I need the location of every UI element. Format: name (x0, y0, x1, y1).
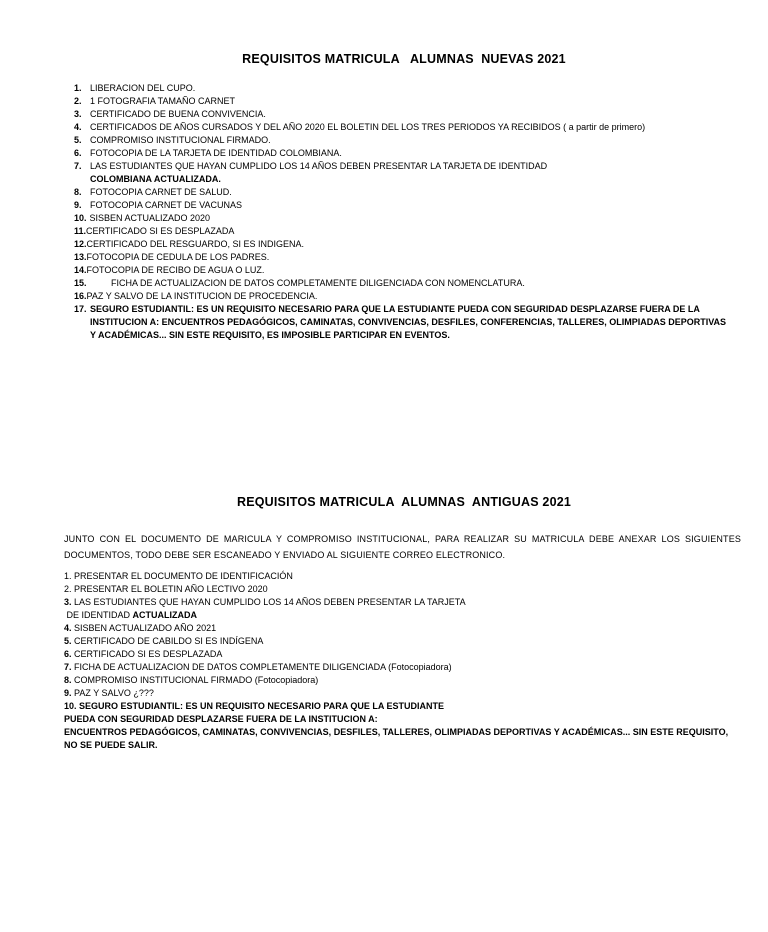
list-item: 1. PRESENTAR EL DOCUMENTO DE IDENTIFICACIÓN (64, 571, 293, 581)
list-item: 2. 1 FOTOGRAFIA TAMAÑO CARNET (74, 96, 236, 106)
list-item: 12. CERTIFICADO DEL RESGUARDO, SI ES INDIGENA. (74, 239, 305, 249)
list-item-continuation: PUEDA CON SEGURIDAD DESPLAZARSE FUERA DE LA INSTITUCION A: (64, 714, 378, 724)
list-item: 5. CERTIFICADO DE CABILDO SI ES INDÍGENA (64, 636, 264, 646)
list-item: 8. COMPROMISO INSTITUCIONAL FIRMADO (Fotocopiadora) (64, 675, 319, 685)
list-item: 7. FICHA DE ACTUALIZACION DE DATOS COMPLETAMENTE DILIGENCIADA (Fotocopiadora) (64, 662, 452, 672)
list-item: 15. FICHA DE ACTUALIZACION DE DATOS COMPLETAMENTE DILIGENCIADA CON NOMENCLATURA. (74, 278, 525, 288)
list-item: 3. CERTIFICADO DE BUENA CONVIVENCIA. (74, 109, 266, 119)
list-item: 11. CERTIFICADO SI ES DESPLAZADA (74, 226, 235, 236)
list-item: 9. FOTOCOPIA CARNET DE VACUNAS (74, 200, 243, 210)
list-item: 13. FOTOCOPIA DE CEDULA DE LOS PADRES. (74, 252, 270, 262)
section2-title: REQUISITOS MATRICULA ALUMNAS ANTIGUAS 2021 (236, 495, 572, 509)
section2-intro: JUNTO CON EL DOCUMENTO DE MARICULA Y COMPROMISO INSTITUCIONAL, PARA REALIZAR SU MATRICULA DEBE ANEXAR LOS SIGUIENTES DOCUMENTOS, TODO DEBE SER ESCANEADO Y ENVIADO AL SIGUIENTE CORREO ELECTRONICO. (64, 534, 741, 560)
list-item-continuation: COLOMBIANA ACTUALIZADA. (90, 174, 221, 184)
section1-list (74, 82, 734, 342)
list-item: 9. PAZ Y SALVO ¿??? (64, 688, 154, 698)
list-item: 5. COMPROMISO INSTITUCIONAL FIRMADO. (74, 135, 271, 145)
list-item: 2. PRESENTAR EL BOLETIN AÑO LECTIVO 2020 (64, 584, 268, 594)
list-item: 6. CERTIFICADO SI ES DESPLAZADA (64, 649, 223, 659)
list-item: 4. SISBEN ACTUALIZADO AÑO 2021 (64, 623, 217, 633)
list-item-continuation: ENCUENTROS PEDAGÓGICOS, CAMINATAS, CONVIVENCIAS, DESFILES, TALLERES, OLIMPIADAS DEPORTIVAS Y ACADÉMICAS... SIN ESTE REQUISITO, NO SE PUEDE SALIR. (64, 727, 729, 750)
section2-list (64, 570, 744, 752)
list-item: 10. SISBEN ACTUALIZADO 2020 (74, 213, 211, 223)
list-item: 3. LAS ESTUDIANTES QUE HAYAN CUMPLIDO LOS 14 AÑOS DEBEN PRESENTAR LA TARJETA (64, 597, 466, 607)
list-item: 1. LIBERACION DEL CUPO. (74, 83, 196, 93)
list-item: 7. LAS ESTUDIANTES QUE HAYAN CUMPLIDO LOS 14 AÑOS DEBEN PRESENTAR LA TARJETA DE IDENTIDAD (74, 161, 548, 171)
list-item: DE IDENTIDAD ACTUALIZADA (64, 610, 198, 620)
list-item: 17. SEGURO ESTUDIANTIL: ES UN REQUISITO NECESARIO PARA QUE LA ESTUDIANTE PUEDA CON SEGURIDAD DESPLAZARSE FUERA DE LA INSTITUCION A: ENCUENTROS PEDAGÓGICOS, CAMINATAS, CONVIVENCIAS, DESFILES, CONFERENCIAS, TALLERES, OLIMPIADAS DEPORTIVAS Y ACADÉMICAS... SIN ESTE REQUISITO, ES IMPOSIBLE PARTICIPAR EN EVENTOS. (74, 304, 727, 340)
list-item: 14. FOTOCOPIA DE RECIBO DE AGUA O LUZ. (74, 265, 265, 275)
section1-title: REQUISITOS MATRICULA ALUMNAS NUEVAS 2021 (242, 52, 566, 66)
list-item: 8. FOTOCOPIA CARNET DE SALUD. (74, 187, 232, 197)
list-item: 4. CERTIFICADOS DE AÑOS CURSADOS Y DEL AÑO 2020 EL BOLETIN DEL LOS TRES PERIODOS YA RECIBIDOS ( a partir de primero) (74, 122, 646, 132)
list-item: 10. SEGURO ESTUDIANTIL: ES UN REQUISITO NECESARIO PARA QUE LA ESTUDIANTE (64, 701, 445, 711)
list-item: 6. FOTOCOPIA DE LA TARJETA DE IDENTIDAD COLOMBIANA. (74, 148, 342, 158)
list-item: 16. PAZ Y SALVO DE LA INSTITUCION DE PROCEDENCIA. (74, 291, 318, 301)
